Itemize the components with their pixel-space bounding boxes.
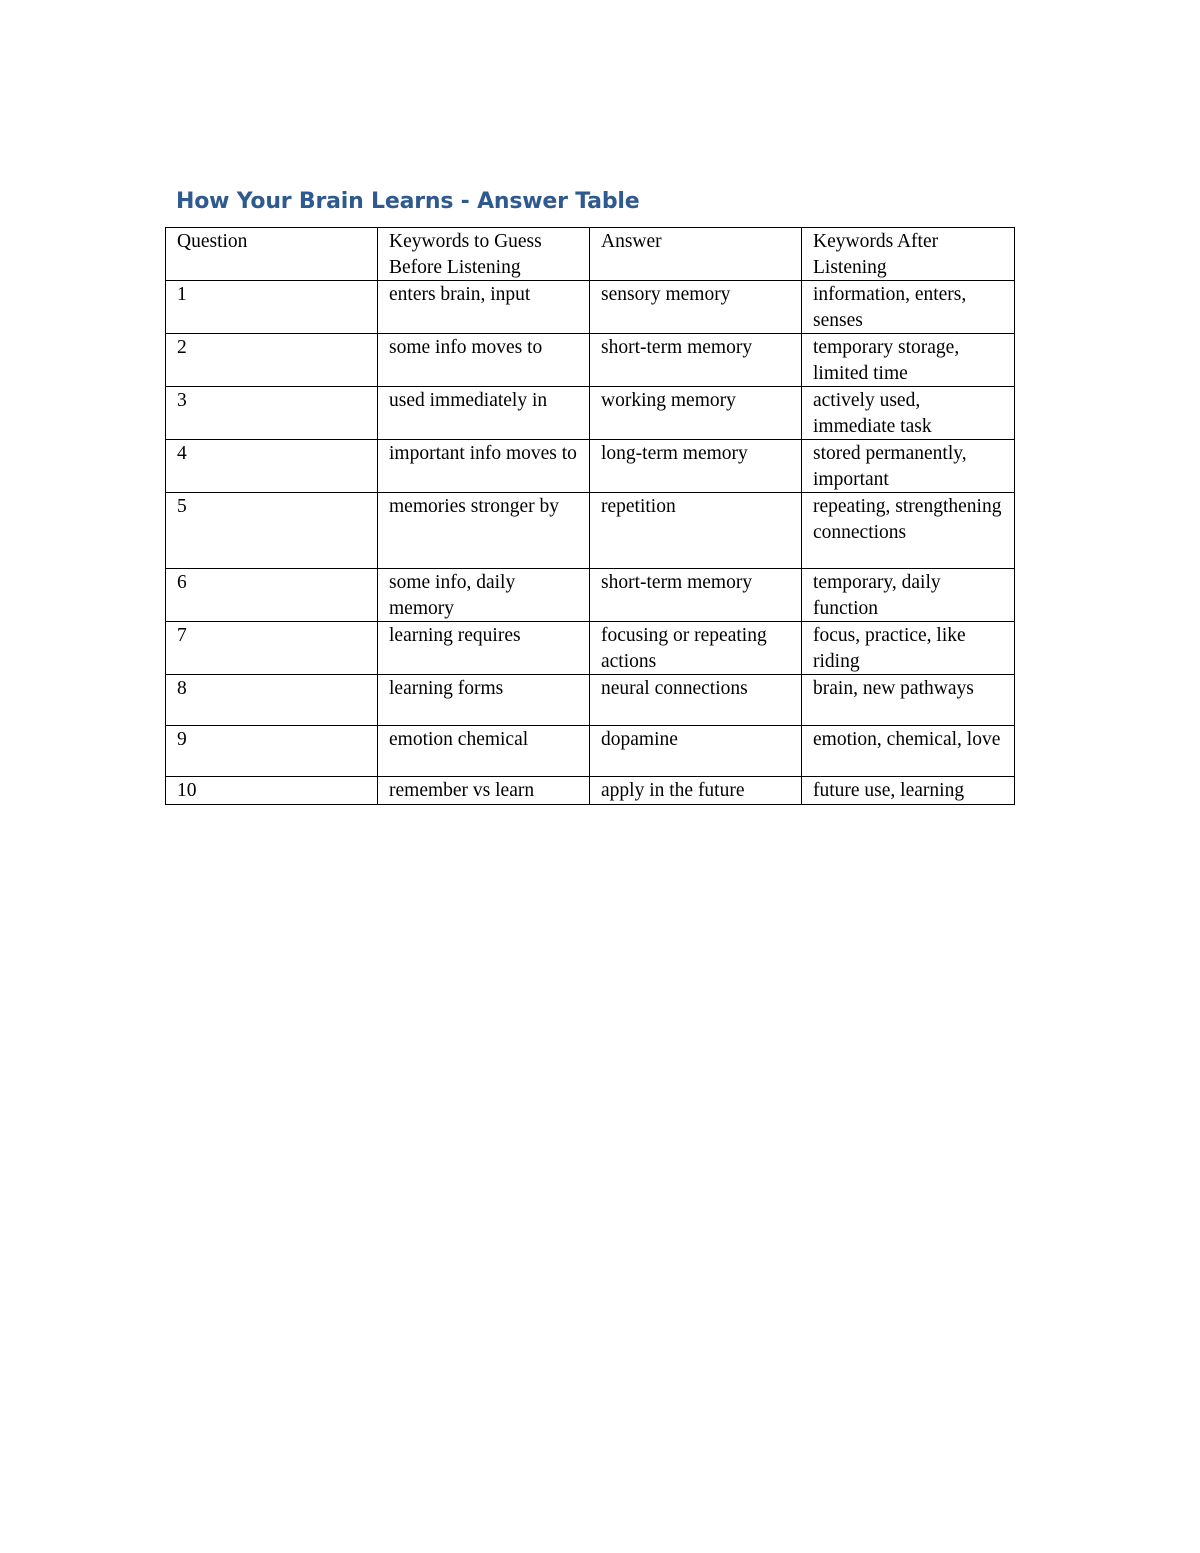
table-row	[166, 777, 1015, 805]
keywords-after-cell: focus, practice, like riding	[802, 622, 1015, 675]
table-row	[166, 493, 1015, 569]
keywords-after-cell: future use, learning	[802, 777, 1015, 805]
answer-cell: focusing or repeating actions	[590, 622, 802, 675]
question-number-cell: 2	[166, 334, 378, 387]
question-number-cell: 7	[166, 622, 378, 675]
question-number-cell: 1	[166, 281, 378, 334]
question-number-cell: 6	[166, 569, 378, 622]
answer-cell: short-term memory	[590, 334, 802, 387]
table-row	[166, 675, 1015, 726]
keywords-before-cell: some info, daily memory	[378, 569, 590, 622]
keywords-before-cell: emotion chemical	[378, 726, 590, 777]
document-title: How Your Brain Learns - Answer Table	[176, 189, 640, 214]
question-number-cell: 4	[166, 440, 378, 493]
answer-cell: repetition	[590, 493, 802, 569]
header-cell-keywords-after: Keywords After Listening	[802, 228, 1015, 281]
table-row	[166, 387, 1015, 440]
table-row	[166, 726, 1015, 777]
keywords-after-cell: stored permanently, important	[802, 440, 1015, 493]
keywords-before-cell: enters brain, input	[378, 281, 590, 334]
question-number-cell: 3	[166, 387, 378, 440]
keywords-before-cell: learning requires	[378, 622, 590, 675]
question-number-cell: 8	[166, 675, 378, 726]
question-number-cell: 9	[166, 726, 378, 777]
answer-cell: dopamine	[590, 726, 802, 777]
keywords-after-cell: brain, new pathways	[802, 675, 1015, 726]
answer-cell: apply in the future	[590, 777, 802, 805]
keywords-before-cell: learning forms	[378, 675, 590, 726]
keywords-after-cell: actively used, immediate task	[802, 387, 1015, 440]
keywords-after-cell: temporary storage, limited time	[802, 334, 1015, 387]
answer-cell: long-term memory	[590, 440, 802, 493]
answer-table	[165, 227, 1015, 805]
header-cell-answer: Answer	[590, 228, 802, 281]
keywords-after-cell: emotion, chemical, love	[802, 726, 1015, 777]
keywords-after-cell: temporary, daily function	[802, 569, 1015, 622]
header-cell-keywords-before: Keywords to Guess Before Listening	[378, 228, 590, 281]
table-row	[166, 440, 1015, 493]
keywords-before-cell: some info moves to	[378, 334, 590, 387]
answer-cell: sensory memory	[590, 281, 802, 334]
question-number-cell: 5	[166, 493, 378, 569]
keywords-after-cell: information, enters, senses	[802, 281, 1015, 334]
answer-cell: short-term memory	[590, 569, 802, 622]
answer-cell: working memory	[590, 387, 802, 440]
table-row	[166, 334, 1015, 387]
keywords-before-cell: used immediately in	[378, 387, 590, 440]
keywords-after-cell: repeating, strengthening connections	[802, 493, 1015, 569]
header-cell-question: Question	[166, 228, 378, 281]
table-row	[166, 569, 1015, 622]
table-row	[166, 622, 1015, 675]
keywords-before-cell: remember vs learn	[378, 777, 590, 805]
question-number-cell: 10	[166, 777, 378, 805]
table-header-row	[166, 228, 1015, 281]
keywords-before-cell: important info moves to	[378, 440, 590, 493]
keywords-before-cell: memories stronger by	[378, 493, 590, 569]
answer-cell: neural connections	[590, 675, 802, 726]
table-row	[166, 281, 1015, 334]
